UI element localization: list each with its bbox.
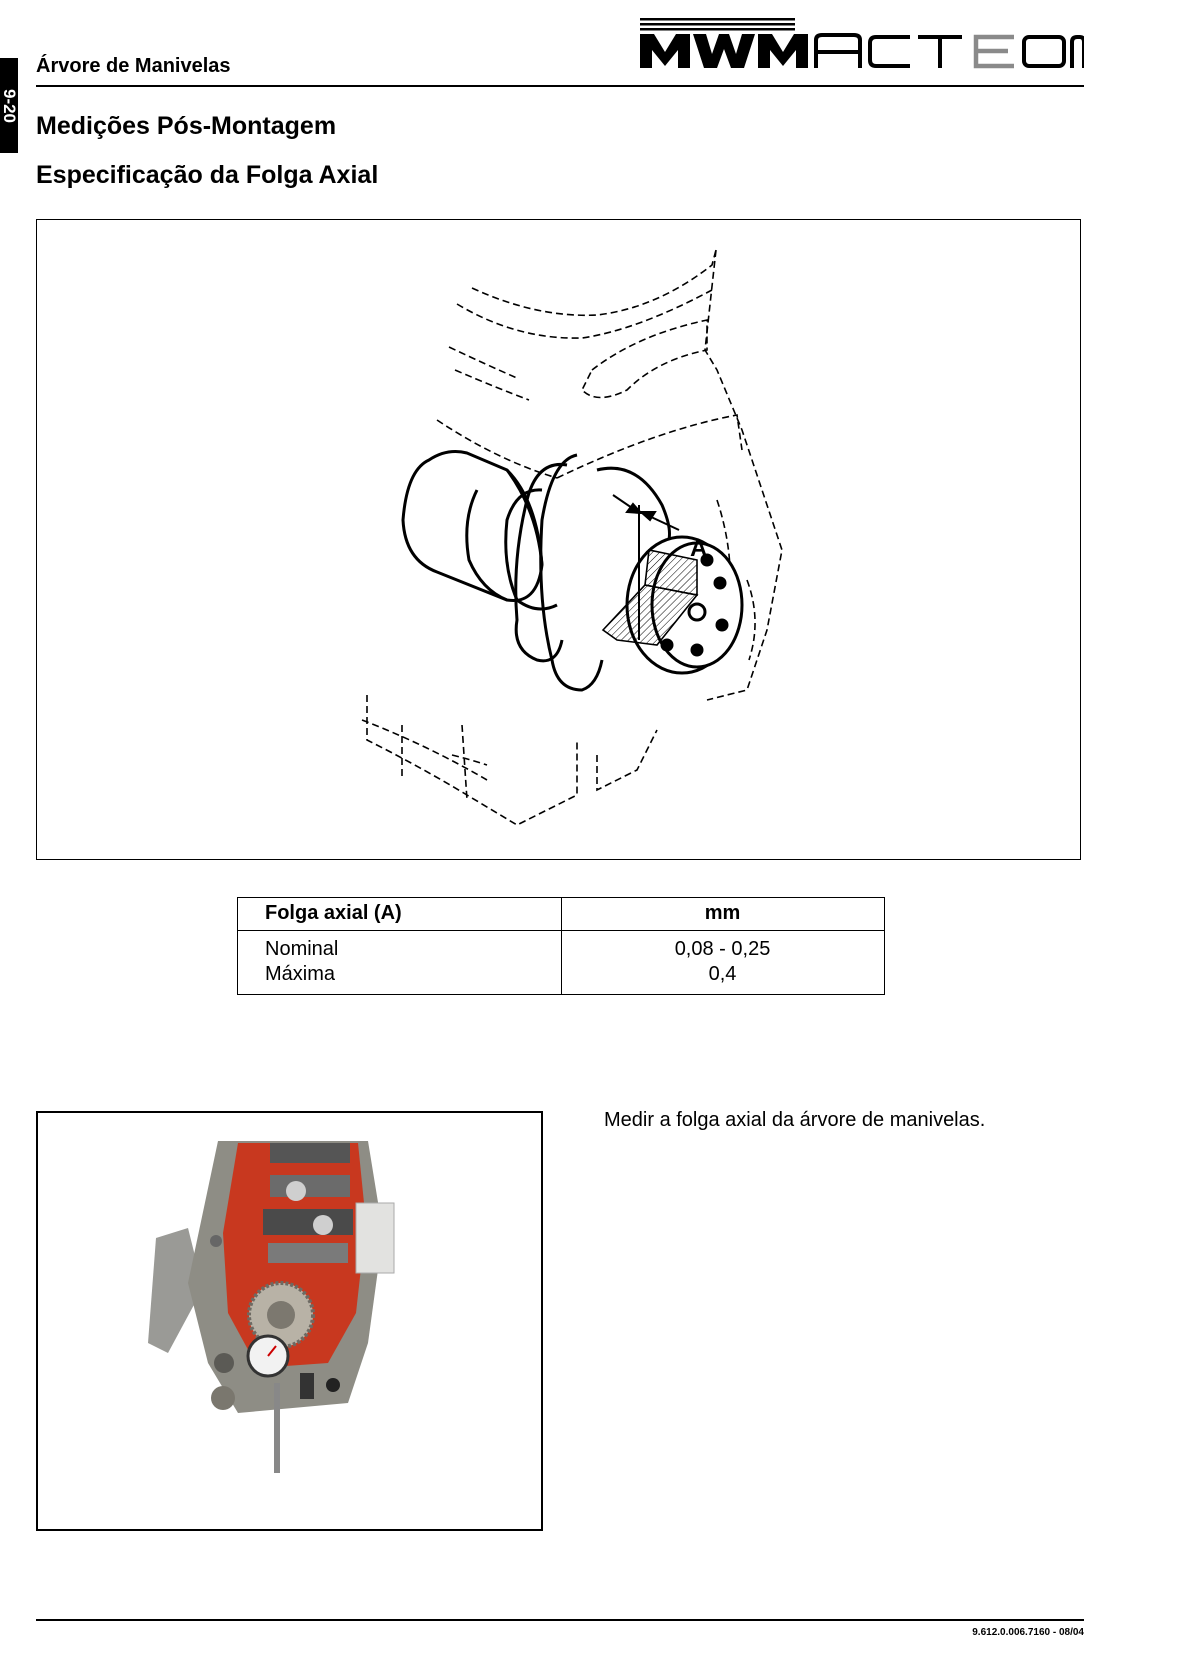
table-row-label: Nominal <box>265 938 339 960</box>
axial-play-spec-table <box>237 897 885 995</box>
mwm-acteon-logo <box>640 16 1084 72</box>
table-header-divider <box>238 930 884 931</box>
axial-play-callout: A <box>690 535 708 562</box>
header-rule <box>36 85 1084 87</box>
page-number: 9-20 <box>0 88 19 123</box>
page-number-tab <box>0 58 18 153</box>
crankshaft-axial-play-diagram <box>36 219 1081 860</box>
section-subtitle: Especificação da Folga Axial <box>36 161 379 189</box>
table-header-unit: mm <box>704 902 741 924</box>
footer-rule <box>36 1619 1084 1621</box>
table-row-value: 0,4 <box>708 963 737 985</box>
chapter-title: Árvore de Manivelas <box>36 55 231 77</box>
document-code: 9.612.0.006.7160 - 08/04 <box>972 1627 1084 1638</box>
table-header-parameter: Folga axial (A) <box>265 902 402 924</box>
section-title: Medições Pós-Montagem <box>36 112 337 140</box>
table-row-value: 0,08 - 0,25 <box>674 938 771 960</box>
dial-indicator-photo <box>36 1111 543 1531</box>
instruction-text: Medir a folga axial da árvore de manivelas. <box>604 1109 986 1131</box>
table-row-label: Máxima <box>265 963 336 985</box>
crankshaft-line-drawing <box>37 220 1082 861</box>
engine-block-photo-illustration <box>38 1113 541 1529</box>
